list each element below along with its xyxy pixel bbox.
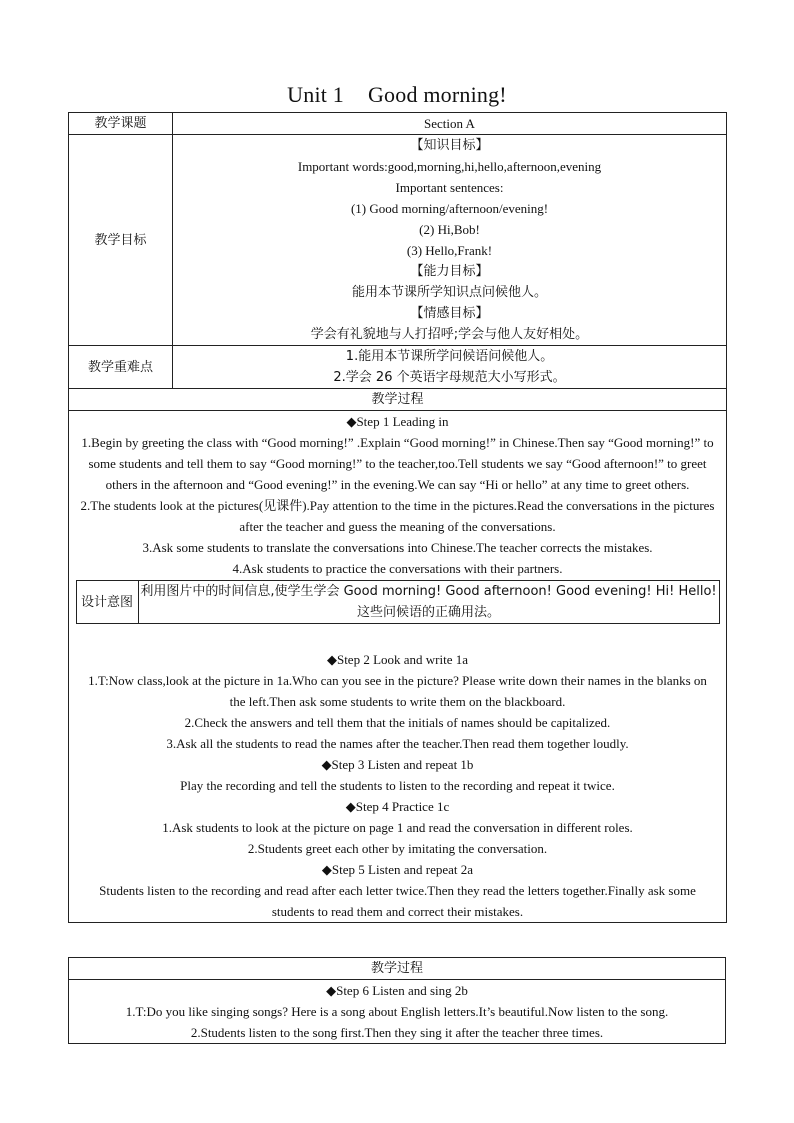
emotion-heading: 【情感目标】 <box>410 306 489 321</box>
objectives-label: 教学目标 <box>69 135 173 346</box>
design-intent-label: 设计意图 <box>76 581 138 624</box>
design-intent-line-1: 利用图片中的时间信息,使学生学会 Good morning! Good afternoon! Good evening! Hi! Hello! <box>140 584 717 599</box>
design-intent-table <box>76 580 720 624</box>
process-header-row <box>69 389 727 411</box>
objectives-row <box>69 135 727 346</box>
key-point-2: 2.学会 26 个英语字母规范大小写形式。 <box>333 370 566 385</box>
key-point-1: 1.能用本节课所学问候语问候他人。 <box>345 349 554 364</box>
key-points-content <box>173 346 727 389</box>
page-title <box>0 82 794 108</box>
ability-text: 能用本节课所学知识点问候他人。 <box>351 285 547 300</box>
lesson-plan-table <box>68 112 727 923</box>
process-header: 教学过程 <box>69 389 727 411</box>
spacer <box>69 628 726 649</box>
step3-title: ◆Step 3 Listen and repeat 1b <box>321 757 474 772</box>
lesson-plan-table-2 <box>68 957 726 1044</box>
step1-paragraph-1: 1.Begin by greeting the class with “Good morning!” .Explain “Good morning!” in Chinese.Then say “Good morning!” to some students and tell them to say “Good morning!” to the teacher,too.Tell students we say “Good afternoon!” to greet others in the afternoon and “Good evening!” in the evening.We can say “Hi or hello” at any time to greet others. <box>81 435 714 492</box>
step5-title: ◆Step 5 Listen and repeat 2a <box>321 862 474 877</box>
key-points-label: 教学重难点 <box>69 346 173 389</box>
step1-paragraph-4: 4.Ask students to practice the conversations with their partners. <box>232 561 563 576</box>
step2-paragraph-2: 2.Check the answers and tell them that the initials of names should be capitalized. <box>184 715 611 730</box>
emotion-text: 学会有礼貌地与人打招呼;学会与他人友好相处。 <box>310 327 589 342</box>
step5-paragraph-1: Students listen to the recording and read after each letter twice.Then they read the letters together.Finally ask some students to read them and correct their mistakes. <box>99 883 696 919</box>
design-intent-line-2: 这些问候语的正确用法。 <box>356 605 500 620</box>
topic-row <box>69 113 727 135</box>
process-body-row <box>69 411 727 923</box>
step2-paragraph-1: 1.T:Now class,look at the picture in 1a.Who can you see in the picture? Please write down their names in the blanks on the left.Then ask some students to write them on the blackboard. <box>88 673 707 709</box>
sentence-3: (3) Hello,Frank! <box>406 243 493 258</box>
topic-value: Section A <box>173 113 727 135</box>
ability-heading: 【能力目标】 <box>410 264 489 279</box>
process-body-row-2 <box>69 980 726 1044</box>
unit-name: Good morning! <box>367 82 507 107</box>
unit-number: Unit 1 <box>287 82 344 107</box>
sentence-2: (2) Hi,Bob! <box>419 222 480 237</box>
step2-title: ◆Step 2 Look and write 1a <box>326 652 469 667</box>
important-words: Important words:good,morning,hi,hello,afternoon,evening <box>297 159 602 174</box>
process-body <box>69 411 727 923</box>
step4-paragraph-2: 2.Students greet each other by imitating the conversation. <box>247 841 548 856</box>
sentences-heading: Important sentences: <box>395 180 504 195</box>
step4-title: ◆Step 4 Practice 1c <box>345 799 450 814</box>
step2-paragraph-3: 3.Ask all the students to read the names after the teacher.Then read them together loudly. <box>166 736 629 751</box>
process-header-2: 教学过程 <box>69 958 726 980</box>
objectives-content <box>173 135 727 346</box>
step6-paragraph-1: 1.T:Do you like singing songs? Here is a song about English letters.It’s beautiful.Now listen to the song. <box>125 1004 669 1019</box>
topic-label: 教学课题 <box>69 113 173 135</box>
design-intent-text <box>138 581 719 624</box>
step4-paragraph-1: 1.Ask students to look at the picture on page 1 and read the conversation in different roles. <box>162 820 633 835</box>
step1-paragraph-2: 2.The students look at the pictures(见课件).Pay attention to the time in the pictures.Read the conversations in the pictures after the teacher and guess the meaning of the conversations. <box>80 498 715 534</box>
step1-paragraph-3: 3.Ask some students to translate the conversations into Chinese.The teacher corrects the mistakes. <box>142 540 653 555</box>
step6-title: ◆Step 6 Listen and sing 2b <box>326 983 468 998</box>
key-points-row <box>69 346 727 389</box>
step3-paragraph-1: Play the recording and tell the students to listen to the recording and repeat it twice. <box>180 778 615 793</box>
step1-title: ◆Step 1 Leading in <box>346 414 449 429</box>
knowledge-heading: 【知识目标】 <box>410 138 489 153</box>
step6-paragraph-2: 2.Students listen to the song first.Then they sing it after the teacher three times. <box>190 1025 604 1040</box>
process-header-row-2 <box>69 958 726 980</box>
process-body-2 <box>69 980 726 1044</box>
sentence-1: (1) Good morning/afternoon/evening! <box>350 201 549 216</box>
